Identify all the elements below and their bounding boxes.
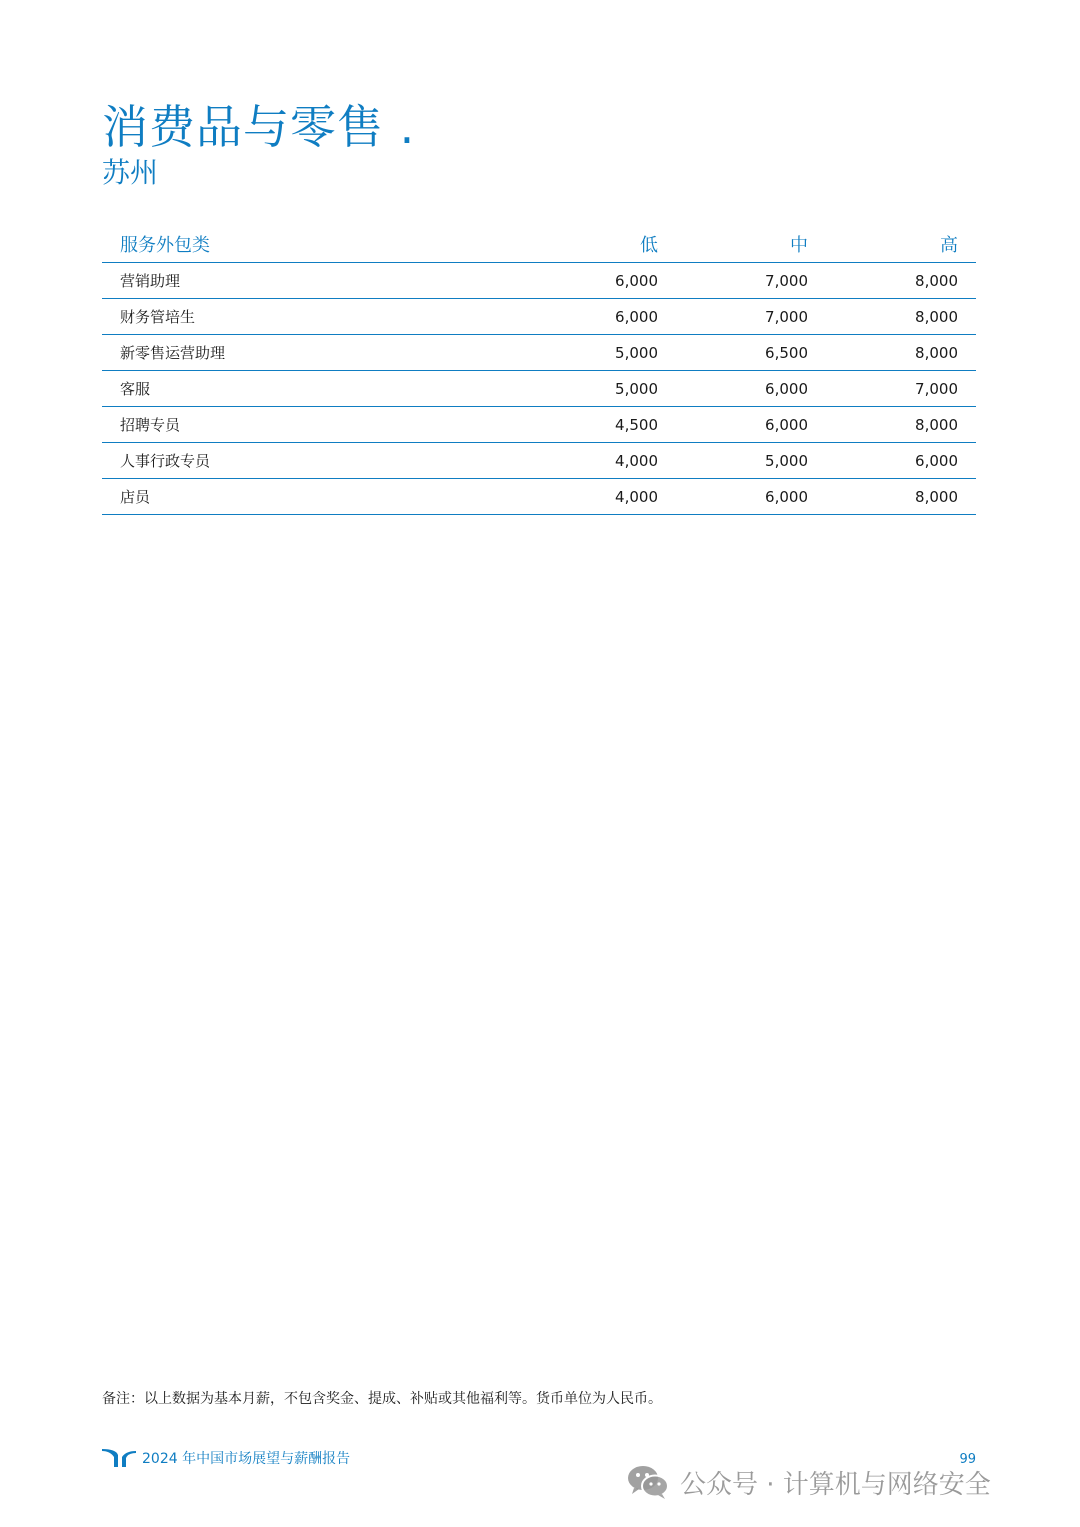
column-header-category: 服务外包类	[102, 226, 476, 263]
low-salary-cell: 4,500	[476, 407, 676, 443]
wechat-icon	[626, 1464, 670, 1500]
page-subtitle: 苏州	[102, 156, 159, 189]
mid-salary-cell: 5,000	[676, 443, 826, 479]
high-salary-cell: 8,000	[826, 479, 976, 515]
high-salary-cell: 8,000	[826, 335, 976, 371]
mid-salary-cell: 7,000	[676, 299, 826, 335]
page-title: 消费品与零售 .	[102, 100, 416, 154]
high-salary-cell: 8,000	[826, 299, 976, 335]
column-header-high: 高	[826, 226, 976, 263]
mid-salary-cell: 6,000	[676, 371, 826, 407]
low-salary-cell: 6,000	[476, 263, 676, 299]
table-row	[102, 407, 976, 443]
table-row	[102, 443, 976, 479]
salary-table	[102, 226, 976, 515]
watermark-text: 公众号 · 计算机与网络安全	[680, 1469, 991, 1500]
job-title-cell: 营销助理	[102, 263, 476, 299]
table-row	[102, 371, 976, 407]
high-salary-cell: 8,000	[826, 407, 976, 443]
table-row	[102, 299, 976, 335]
job-title-cell: 新零售运营助理	[102, 335, 476, 371]
page-number: 99	[959, 1452, 976, 1467]
job-title-cell: 财务管培生	[102, 299, 476, 335]
job-title-cell: 店员	[102, 479, 476, 515]
job-title-cell: 招聘专员	[102, 407, 476, 443]
low-salary-cell: 4,000	[476, 443, 676, 479]
low-salary-cell: 5,000	[476, 371, 676, 407]
low-salary-cell: 6,000	[476, 299, 676, 335]
mid-salary-cell: 6,000	[676, 479, 826, 515]
high-salary-cell: 7,000	[826, 371, 976, 407]
footnote: 备注：以上数据为基本月薪，不包含奖金、提成、补贴或其他福利等。货币单位为人民币。	[102, 1391, 662, 1407]
column-header-low: 低	[476, 226, 676, 263]
table-row	[102, 479, 976, 515]
column-header-mid: 中	[676, 226, 826, 263]
table-row	[102, 335, 976, 371]
low-salary-cell: 4,000	[476, 479, 676, 515]
table-row	[102, 263, 976, 299]
mid-salary-cell: 6,000	[676, 407, 826, 443]
mid-salary-cell: 6,500	[676, 335, 826, 371]
mid-salary-cell: 7,000	[676, 263, 826, 299]
job-title-cell: 人事行政专员	[102, 443, 476, 479]
brand-logo-icon	[102, 1449, 136, 1467]
job-title-cell: 客服	[102, 371, 476, 407]
title-block	[102, 100, 982, 190]
watermark	[626, 1462, 991, 1502]
high-salary-cell: 8,000	[826, 263, 976, 299]
high-salary-cell: 6,000	[826, 443, 976, 479]
table-header-row	[102, 226, 976, 263]
low-salary-cell: 5,000	[476, 335, 676, 371]
report-title: 2024 年中国市场展望与薪酬报告	[142, 1451, 351, 1467]
